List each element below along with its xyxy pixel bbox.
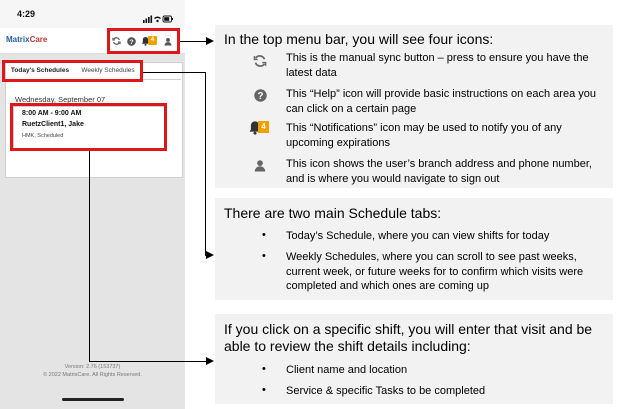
schedule-tabs-title: There are two main Schedule tabs:: [224, 205, 442, 221]
connector-shift-h: [89, 361, 208, 362]
status-indicators: [143, 10, 173, 18]
shift-details-title: If you click on a specific shift, you will enter that visit and be able to review the shift details including:: [224, 321, 593, 354]
arrow-head-shift: [206, 357, 214, 365]
highlight-shift: [10, 103, 167, 151]
logo-text-care: Care: [29, 35, 48, 44]
shift-detail-client-text: Client name and location: [286, 364, 408, 376]
app-version: Version: 2.76 (153737): [64, 364, 121, 370]
shift-status: HMK, Scheduled: [22, 133, 64, 139]
sync-icon: [252, 53, 268, 69]
arrow-head-menu: [206, 37, 214, 45]
svg-text:?: ?: [128, 38, 134, 46]
schedule-tab-today-text: Today’s Schedule, where you can view shifts for today: [286, 230, 550, 242]
app-logo: [6, 35, 47, 44]
home-indicator: [62, 398, 124, 401]
schedule-tab-weekly-text: Weekly Schedules, where you can scroll to see past weeks, current week, or future weeks for to confirm which visits were completed and which ones are coming up: [286, 251, 584, 292]
bullet: •: [262, 363, 266, 375]
user-icon: [252, 157, 268, 173]
app-footer: [0, 363, 185, 379]
connector-menu: [180, 41, 208, 42]
arrow-head-tabs: [206, 251, 214, 259]
tab-weekly-schedules[interactable]: Weekly Schedules: [81, 67, 135, 74]
highlight-tabs: [2, 60, 143, 82]
tab-todays-schedules[interactable]: Today's Schedules: [6, 64, 74, 78]
menu-bar-title: In the top menu bar, you will see four icons:: [224, 31, 494, 47]
notification-bell-icon: [248, 120, 272, 136]
notification-badge: 4: [148, 36, 157, 45]
notification-badge: 4: [258, 121, 269, 133]
date-heading: Wednesday, September 07: [15, 95, 106, 104]
status-time: 4:29: [17, 9, 36, 19]
bullet: •: [262, 229, 266, 241]
shift-client: RuetzClient1, Jake: [22, 121, 84, 128]
connector-tabs-v: [205, 72, 206, 256]
help-icon: [252, 87, 268, 103]
copyright: © 2022 MatrixCare. All Rights Reserved.: [43, 372, 142, 378]
menu-item-sync-text: This is the manual sync button – press to ensure you have the latest data: [286, 52, 589, 79]
connector-tabs-h1: [143, 72, 205, 73]
connector-shift-v: [89, 151, 90, 362]
menu-item-user-text: This icon shows the user’s branch address and phone number, and is where you would navigate to sign out: [286, 158, 592, 185]
highlight-menu-bar: [107, 28, 180, 54]
logo-text-matrix: Matrix: [6, 35, 30, 44]
menu-item-help-text: This “Help” icon will provide basic instructions on each area you can click on a certain page: [286, 88, 596, 115]
shift-time: 8:00 AM - 9:00 AM: [22, 110, 82, 117]
bullet: •: [262, 250, 266, 262]
shift-detail-service-text: Service & specific Tasks to be completed: [286, 385, 486, 397]
menu-item-notifications-text: This “Notifications” icon may be used to notify you of any upcoming expirations: [286, 122, 562, 149]
bullet: •: [262, 384, 266, 396]
svg-text:?: ?: [257, 90, 263, 102]
